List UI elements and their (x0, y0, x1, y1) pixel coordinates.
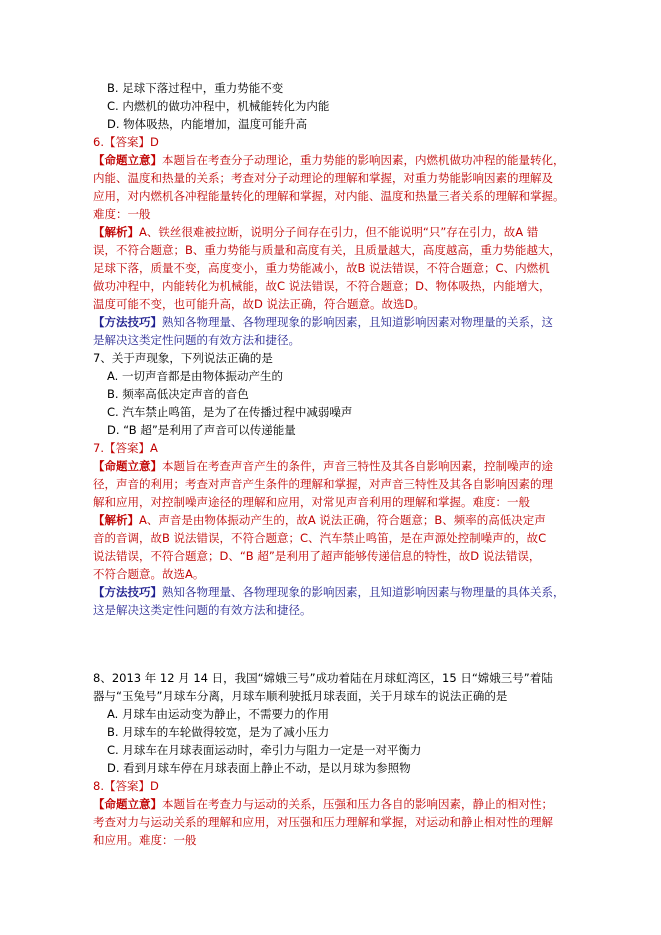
a6-intent-line-1: 【命题立意】本题旨在考查分子动理论，重力势能的影响因素，内燃机做功冲程的能量转化， (93, 153, 565, 167)
q5-option-b: B. 足球下落过程中，重力势能不变 (107, 81, 284, 95)
a8-intent-line-1: 【命题立意】本题旨在考查力与运动的关系，压强和压力各自的影响因素，静止的相对性； (93, 797, 553, 811)
a7-analysis-line-2: 音的音调，故B 说法错误，不符合题意；C、汽车禁止鸣笛，是在声源处控制噪声的，故C (93, 531, 547, 545)
a6-intent-line-3: 应用，对内燃机各冲程能量转化的理解和掌握，对内能、温度和热量三者关系的理解和掌握。 (93, 189, 565, 203)
a7-analysis-tag: 【解析】 (93, 513, 139, 527)
a6-answer: 6.【答案】D (93, 135, 159, 149)
q8-stem-line-1: 8、2013 年 12 月 14 日，我国“嫦娥三号”成功着陆在月球虹湾区，15 日“嫦娥三号”着陆 (93, 671, 553, 685)
q8-stem-line-2: 器与“玉兔号”月球车分离，月球车顺利驶抵月球表面，关于月球车的说法正确的是 (93, 689, 508, 703)
a6-intent-line-4: 难度：一般 (93, 207, 151, 221)
a6-analysis-line-2: 误，不符合题意；B、重力势能与质量和高度有关，且质量越大，高度越高，重力势能越大， (93, 243, 561, 257)
q5-option-c: C. 内燃机的做功冲程中，机械能转化为内能 (107, 99, 330, 113)
q7-stem: 7、关于声现象，下列说法正确的是 (93, 351, 273, 365)
q7-option-a: A. 一切声音都是由物体振动产生的 (107, 369, 283, 383)
q7-option-d: D. “B 超”是利用了声音可以传递能量 (107, 423, 296, 437)
a7-intent-line-1: 【命题立意】本题旨在考查声音产生的条件，声音三特性及其各自影响因素，控制噪声的途 (93, 459, 553, 473)
a7-intent-line-3: 解和应用，对控制噪声途径的理解和应用，对常见声音利用的理解和掌握。难度：一般 (93, 495, 530, 509)
a6-analysis-line-3: 足球下落，质量不变，高度变小，重力势能减小，故B 说法错误，不符合题意；C、内燃机 (93, 261, 550, 275)
a7-method-line-2: 这是解决这类定性问题的有效方法和捷径。 (93, 603, 312, 617)
a7-analysis-line-3: 说法错误，不符合题意；D、“B 超”是利用了超声能够传递信息的特性，故D 说法错误， (93, 549, 541, 563)
q5-option-d: D. 物体吸热，内能增加，温度可能升高 (107, 117, 308, 131)
q8-option-a: A. 月球车由运动变为静止，不需要力的作用 (107, 707, 329, 721)
a6-method-line-2: 是解决这类定性问题的有效方法和捷径。 (93, 333, 300, 347)
a7-analysis-line-1: 【解析】A、声音是由物体振动产生的，故A 说法正确，符合题意；B、频率的高低决定声 (93, 513, 546, 527)
q8-option-b: B. 月球车的车轮做得较宽，是为了减小压力 (107, 725, 330, 739)
a8-answer: 8.【答案】D (93, 779, 159, 793)
q7-option-b: B. 频率高低决定声音的音色 (107, 387, 249, 401)
a6-method-tag: 【方法技巧】 (93, 315, 162, 329)
a6-intent-line-2: 内能、温度和热量的关系；考查对分子动理论的理解和掌握，对重力势能影响因素的理解及 (93, 171, 553, 185)
a7-intent-line-2: 径，声音的利用；考查对声音产生条件的理解和掌握，对声音三特性及其各自影响因素的理 (93, 477, 553, 491)
a6-method-line-1: 【方法技巧】熟知各物理量、各物理现象的影响因素，且知道影响因素对物理量的关系，这 (93, 315, 553, 329)
a7-answer: 7.【答案】A (93, 441, 158, 455)
a8-intent-line-2: 考查对力与运动关系的理解和应用，对压强和压力理解和掌握，对运动和静止相对性的理解 (93, 815, 553, 829)
q8-option-d: D. 看到月球车停在月球表面上静止不动，是以月球为参照物 (107, 761, 411, 775)
a7-analysis-line-4: 不符合题意。故选A。 (93, 567, 205, 581)
a7-method-line-1: 【方法技巧】熟知各物理量、各物理现象的影响因素，且知道影响因素与物理量的具体关系， (93, 585, 565, 599)
a6-analysis-tag: 【解析】 (93, 225, 139, 239)
a7-method-tag: 【方法技巧】 (93, 585, 162, 599)
a6-analysis-line-4: 做功冲程中，内能转化为机械能，故C 说法错误，不符合题意；D、物体吸热，内能增大， (93, 279, 551, 293)
a6-analysis-line-5: 温度可能不变，也可能升高，故D 说法正确，符合题意。故选D。 (93, 297, 425, 311)
q8-option-c: C. 月球车在月球表面运动时，牵引力与阻力一定是一对平衡力 (107, 743, 422, 757)
q7-option-c: C. 汽车禁止鸣笛，是为了在传播过程中减弱噪声 (107, 405, 353, 419)
a7-intent-tag: 【命题立意】 (93, 459, 162, 473)
a8-intent-tag: 【命题立意】 (93, 797, 162, 811)
a6-intent-tag: 【命题立意】 (93, 153, 162, 167)
a6-analysis-line-1: 【解析】A、铁丝很难被拉断，说明分子间存在引力，但不能说明“只”存在引力，故A 错 (93, 225, 539, 239)
a8-intent-line-3: 和应用。难度：一般 (93, 833, 197, 847)
